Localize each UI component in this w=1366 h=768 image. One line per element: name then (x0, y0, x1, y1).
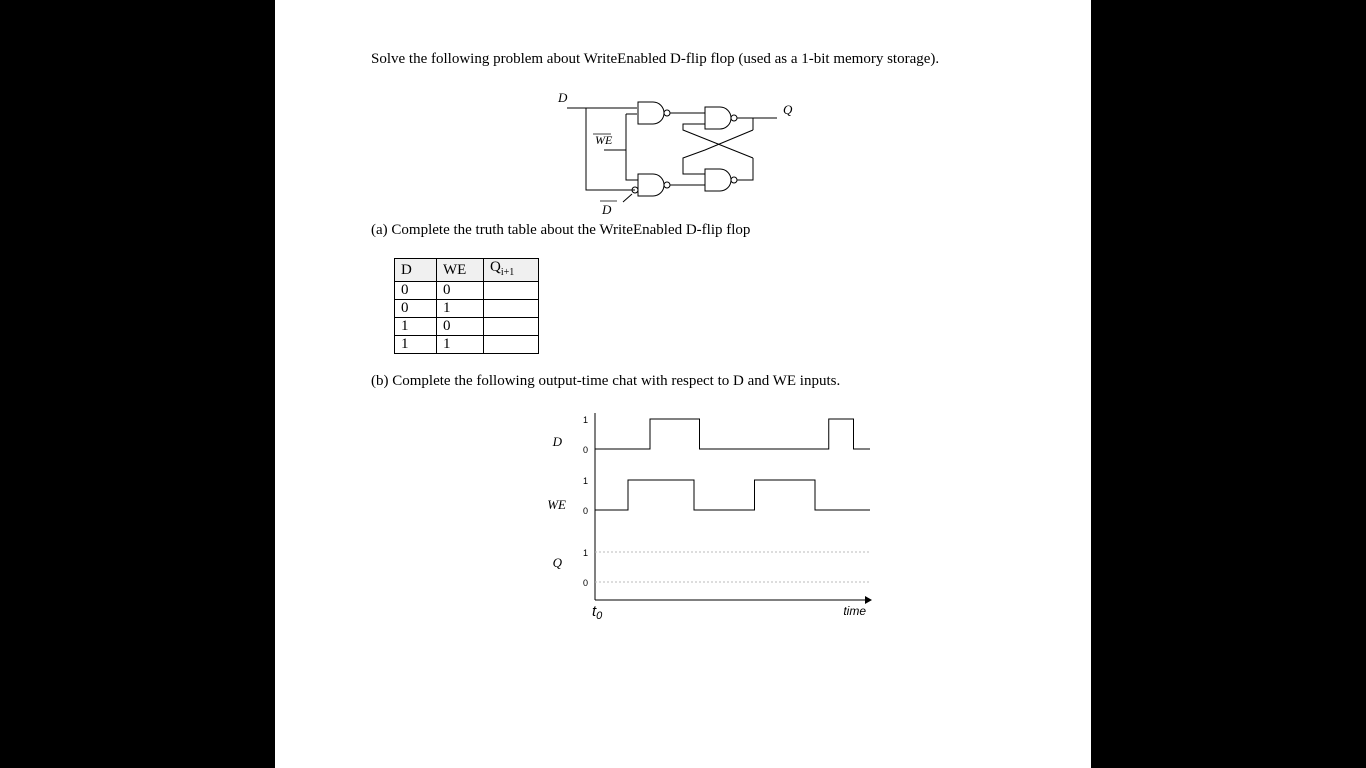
header-we: WE (437, 259, 484, 282)
truth-table (394, 258, 539, 354)
d-left-vertical-wire (586, 108, 635, 190)
nand-gate-bottom-right (705, 169, 731, 191)
table-row (395, 318, 539, 336)
x-axis-label: time (843, 604, 866, 618)
cell-d: 1 (395, 336, 437, 354)
dbar-pointer (623, 194, 632, 202)
cell-we: 1 (437, 336, 484, 354)
tick-label-1: 1 (582, 415, 588, 425)
inverter-bubble-top-right (731, 115, 737, 121)
waveform-d (595, 419, 870, 449)
cell-we: 0 (437, 282, 484, 300)
nand-gate-top-left (638, 102, 664, 124)
tick-label-0: 0 (582, 445, 588, 455)
cross-coupling-wire-1 (683, 130, 753, 174)
time-origin-label: $t_0$ (592, 603, 603, 622)
inverter-bubble-bottom-right (731, 177, 737, 183)
truth-table-header-row (395, 259, 539, 282)
circuit-label-dbar: D (602, 202, 612, 217)
tick-label-1: 1 (582, 548, 588, 558)
header-q-sub: i+1 (500, 267, 515, 278)
cell-we: 0 (437, 318, 484, 336)
x-axis-arrow (865, 596, 872, 604)
series-label-d: D (552, 434, 562, 449)
circuit-label-d: D (558, 90, 568, 105)
cell-q-answer[interactable] (484, 336, 539, 354)
circuit-diagram (555, 88, 815, 220)
waveform-we (595, 480, 870, 510)
we-vertical-wire (626, 114, 638, 180)
circuit-label-we: WE (595, 133, 613, 147)
part-b-text: (b) Complete the following output-time chat with respect to D and WE inputs. (371, 373, 841, 389)
tick-label-1: 1 (582, 476, 588, 486)
series-label-we: WE (547, 497, 566, 512)
series-label-q: Q (552, 555, 562, 570)
table-row (395, 300, 539, 318)
tick-label-0: 0 (582, 578, 588, 588)
cell-d: 0 (395, 282, 437, 300)
nand-gate-bottom-left (638, 174, 664, 196)
nand-gate-top-right (705, 107, 731, 129)
cell-d: 0 (395, 300, 437, 318)
problem-title: Solve the following problem about WriteEnabled D-flip flop (used as a 1-bit memory storage). (371, 51, 940, 67)
table-row (395, 282, 539, 300)
tick-label-0: 0 (582, 506, 588, 516)
cell-q-answer[interactable] (484, 282, 539, 300)
document-page (275, 0, 1091, 768)
header-q-next (484, 259, 539, 282)
cell-q-answer[interactable] (484, 300, 539, 318)
part-a-text: (a) Complete the truth table about the WriteEnabled D-flip flop (371, 222, 751, 238)
inverter-bubble-top-left (664, 110, 670, 116)
inverter-bubble-bottom-left (664, 182, 670, 188)
cell-q-answer[interactable] (484, 318, 539, 336)
cell-d: 1 (395, 318, 437, 336)
header-q-main: Q (490, 259, 501, 275)
timing-chart (530, 408, 880, 623)
table-row (395, 336, 539, 354)
header-d: D (395, 259, 437, 282)
circuit-label-q: Q (783, 102, 793, 117)
cell-we: 1 (437, 300, 484, 318)
time-origin-sub: 0 (596, 610, 603, 622)
